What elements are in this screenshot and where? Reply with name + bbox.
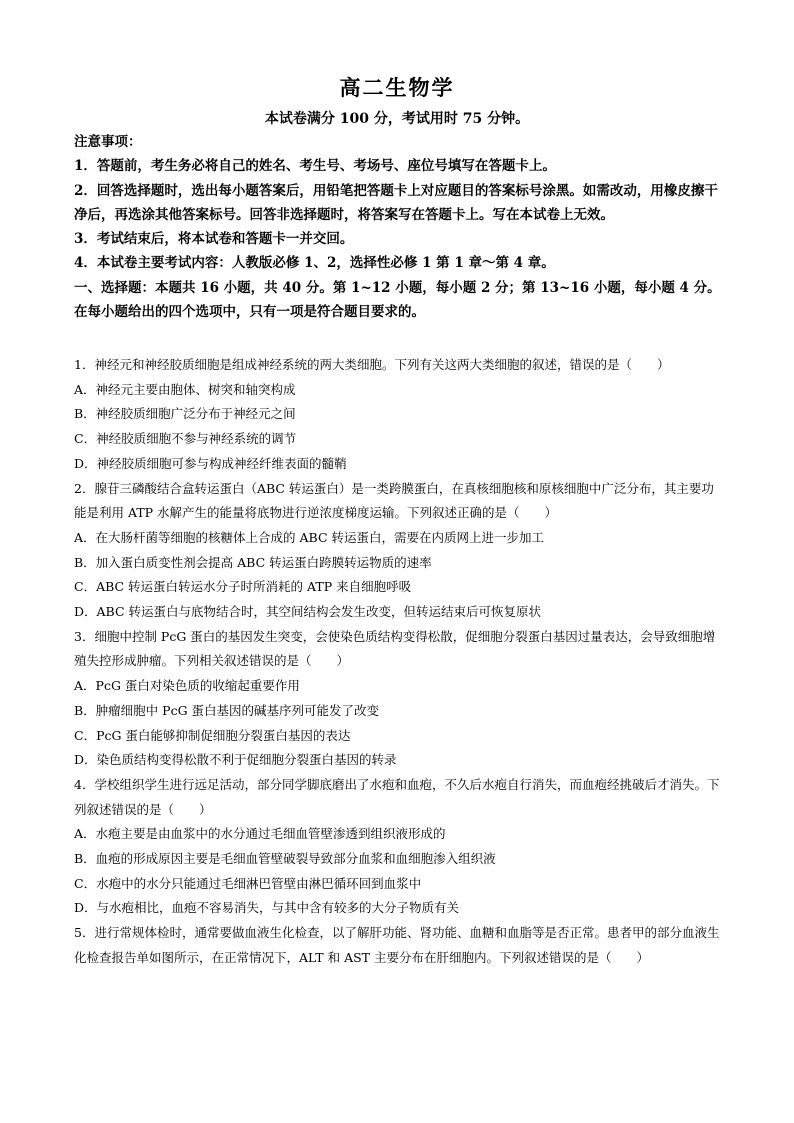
page-title: 高二生物学 xyxy=(339,75,455,100)
answer-option: B．加入蛋白质变性剂会提高 ABC 转运蛋白跨膜转运物质的速率 xyxy=(74,554,432,570)
question-stem: 2．腺苷三磷酸结合盒转运蛋白（ABC 转运蛋白）是一类跨膜蛋白，在真核细胞核和原核细胞中广泛分布，其主要功能是利用 ATP 水解产生的能量将底物进行逆浓度梯度运输。下列叙述正确的是（ ） xyxy=(74,480,714,521)
answer-option: D．ABC 转运蛋白与底物结合时，其空间结构会发生改变，但转运结束后可恢复原状 xyxy=(74,604,542,620)
exam-info: 本试卷满分 100 分，考试用时 75 分钟。 xyxy=(264,111,530,127)
notice-item: 4．本试卷主要考试内容：人教版必修 1、2，选择性必修 1 第 1 章～第 4 章。 xyxy=(74,255,555,272)
answer-option: C．水疱中的水分只能通过毛细淋巴管壁由淋巴循环回到血浆中 xyxy=(74,875,422,891)
answer-option: C．ABC 转运蛋白转运水分子时所消耗的 ATP 来自细胞呼吸 xyxy=(74,579,412,595)
question-stem: 1．神经元和神经胶质细胞是组成神经系统的两大类细胞。下列有关这两大类细胞的叙述，错误的是（ ） xyxy=(74,357,670,372)
notice-item: 3．考试结束后，将本试卷和答题卡一并交回。 xyxy=(74,231,354,248)
section-heading: 一、选择题：本题共 16 小题，共 40 分。第 1~12 小题，每小题 2 分；第 13~16 小题，每小题 4 分。在每小题给出的四个选项中，只有一项是符合题目要求的。 xyxy=(74,279,721,321)
notice-item: 2．回答选择题时，选出每小题答案后，用铅笔把答题卡上对应题目的答案标号涂黑。如需改动，用橡皮擦干净后，再选涂其他答案标号。回答非选择题时，将答案写在答题卡上。写在本试卷上无效。 xyxy=(74,182,718,223)
answer-option: D．染色质结构变得松散不利于促细胞分裂蛋白基因的转录 xyxy=(74,752,397,768)
answer-option: D．与水疱相比，血疱不容易消失，与其中含有较多的大分子物质有关 xyxy=(74,900,460,916)
answer-option: D．神经胶质细胞可参与构成神经纤维表面的髓鞘 xyxy=(74,455,347,471)
answer-option: A．在大肠杆菌等细胞的核糖体上合成的 ABC 转运蛋白，需要在内质网上进一步加工 xyxy=(74,529,544,545)
question-list xyxy=(74,353,724,971)
question-stem: 3．细胞中控制 PcG 蛋白的基因发生突变，会使染色质结构变得松散，促细胞分裂蛋白基因过量表达，会导致细胞增殖失控形成肿瘤。下列相关叙述错误的是（ ） xyxy=(74,628,716,669)
answer-option: A．水疱主要是由血浆中的水分通过毛细血管壁渗透到组织液形成的 xyxy=(74,826,446,842)
answer-option: C．PcG 蛋白能够抑制促细胞分裂蛋白基因的表达 xyxy=(74,727,351,743)
notice-block xyxy=(74,130,724,324)
answer-option: A．PcG 蛋白对染色质的收缩起重要作用 xyxy=(74,678,300,694)
answer-option: B．肿瘤细胞中 PcG 蛋白基因的碱基序列可能发了改变 xyxy=(74,702,380,718)
question-stem: 5．进行常规体检时，通常要做血液生化检查，以了解肝功能、肾功能、血糖和血脂等是否正常。患者甲的部分血液生化检查报告单如图所示，在正常情况下，ALT 和 AST 主要分布在肝细胞内。下列叙述错误的是（ ） xyxy=(74,925,720,965)
answer-option: B．神经胶质细胞广泛分布于神经元之间 xyxy=(74,406,296,422)
notice-item: 1．答题前，考生务必将自己的姓名、考生号、考场号、座位号填写在答题卡上。 xyxy=(74,158,556,175)
question-stem: 4．学校组织学生进行远足活动，部分同学脚底磨出了水疱和血疱，不久后水疱自行消失，而血疱经挑破后才消失。下列叙述错误的是（ ） xyxy=(74,776,720,817)
answer-option: A．神经元主要由胞体、树突和轴突构成 xyxy=(74,381,296,397)
answer-option: C．神经胶质细胞不参与神经系统的调节 xyxy=(74,431,297,447)
notice-heading: 注意事项： xyxy=(74,134,142,150)
answer-option: B．血疱的形成原因主要是毛细血管壁破裂导致部分血浆和血细胞渗入组织液 xyxy=(74,851,496,867)
